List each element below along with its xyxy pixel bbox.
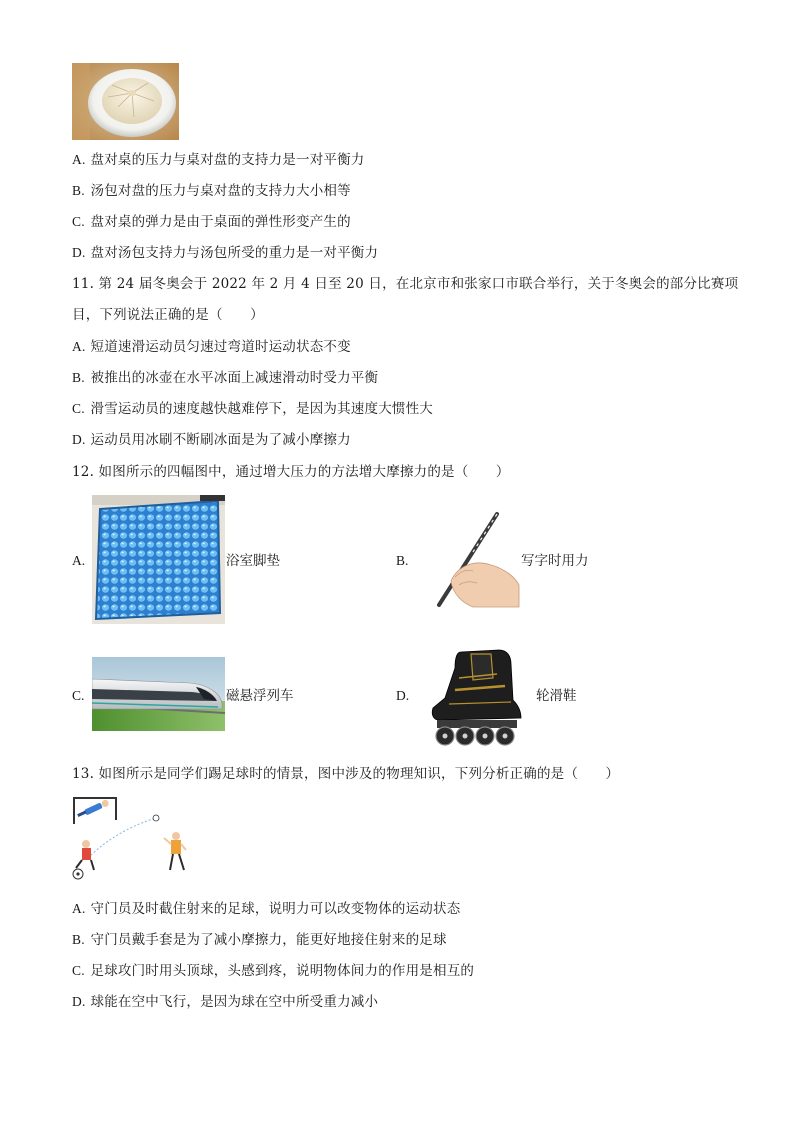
q12-option-a-label: A.	[72, 553, 86, 568]
q13-option-a: A. 守门员及时截住射来的足球，说明力可以改变物体的运动状态	[72, 901, 461, 917]
q12-option-b-label: B.	[396, 553, 409, 568]
q13-option-b: B. 守门员戴手套是为了减小摩擦力，能更好地接住射来的足球	[72, 932, 447, 948]
soccer-scene-illustration	[70, 796, 192, 884]
q12-option-d-label: D.	[396, 688, 410, 703]
q11-stem-line1: 11. 第 24 届冬奥会于 2022 年 2 月 4 日至 20 日，在北京市和张家口市联合举行，关于冬奥会的部分比赛项	[72, 276, 739, 292]
q11-option-b: B. 被推出的冰壶在水平冰面上减速滑动时受力平衡	[72, 370, 379, 386]
q11-stem-line2: 目，下列说法正确的是（ ）	[72, 307, 264, 323]
q12-option-a-caption: 浴室脚垫	[226, 553, 280, 569]
inline-skate-photo	[425, 648, 525, 748]
q12-stem: 12. 如图所示的四幅图中，通过增大压力的方法增大摩擦力的是（ ）	[72, 464, 510, 480]
bath-mat-photo	[92, 495, 225, 624]
dumpling-plate-photo	[72, 63, 179, 140]
q13-option-d: D. 球能在空中飞行，是因为球在空中所受重力减小	[72, 994, 379, 1010]
q10-option-d: D. 盘对汤包支持力与汤包所受的重力是一对平衡力	[72, 245, 379, 261]
maglev-train-photo	[92, 657, 225, 731]
writing-hand-photo	[433, 511, 522, 610]
q11-option-d: D. 运动员用冰刷不断刷冰面是为了减小摩擦力	[72, 432, 351, 448]
q13-option-c: C. 足球攻门时用头顶球，头感到疼，说明物体间力的作用是相互的	[72, 963, 475, 979]
q10-option-b: B. 汤包对盘的压力与桌对盘的支持力大小相等	[72, 183, 351, 199]
q12-option-c-label: C.	[72, 688, 85, 703]
q10-option-a: A. 盘对桌的压力与桌对盘的支持力是一对平衡力	[72, 152, 365, 168]
q12-option-b-caption: 写字时用力	[521, 553, 589, 569]
q13-stem: 13. 如图所示是同学们踢足球时的情景，图中涉及的物理知识，下列分析正确的是（ ）	[72, 766, 620, 782]
q12-option-c-caption: 磁悬浮列车	[226, 688, 294, 704]
q12-option-d-caption: 轮滑鞋	[536, 688, 577, 704]
q10-option-c: C. 盘对桌的弹力是由于桌面的弹性形变产生的	[72, 214, 351, 230]
q11-option-c: C. 滑雪运动员的速度越快越难停下，是因为其速度大惯性大	[72, 401, 433, 417]
q11-option-a: A. 短道速滑运动员匀速过弯道时运动状态不变	[72, 339, 351, 355]
